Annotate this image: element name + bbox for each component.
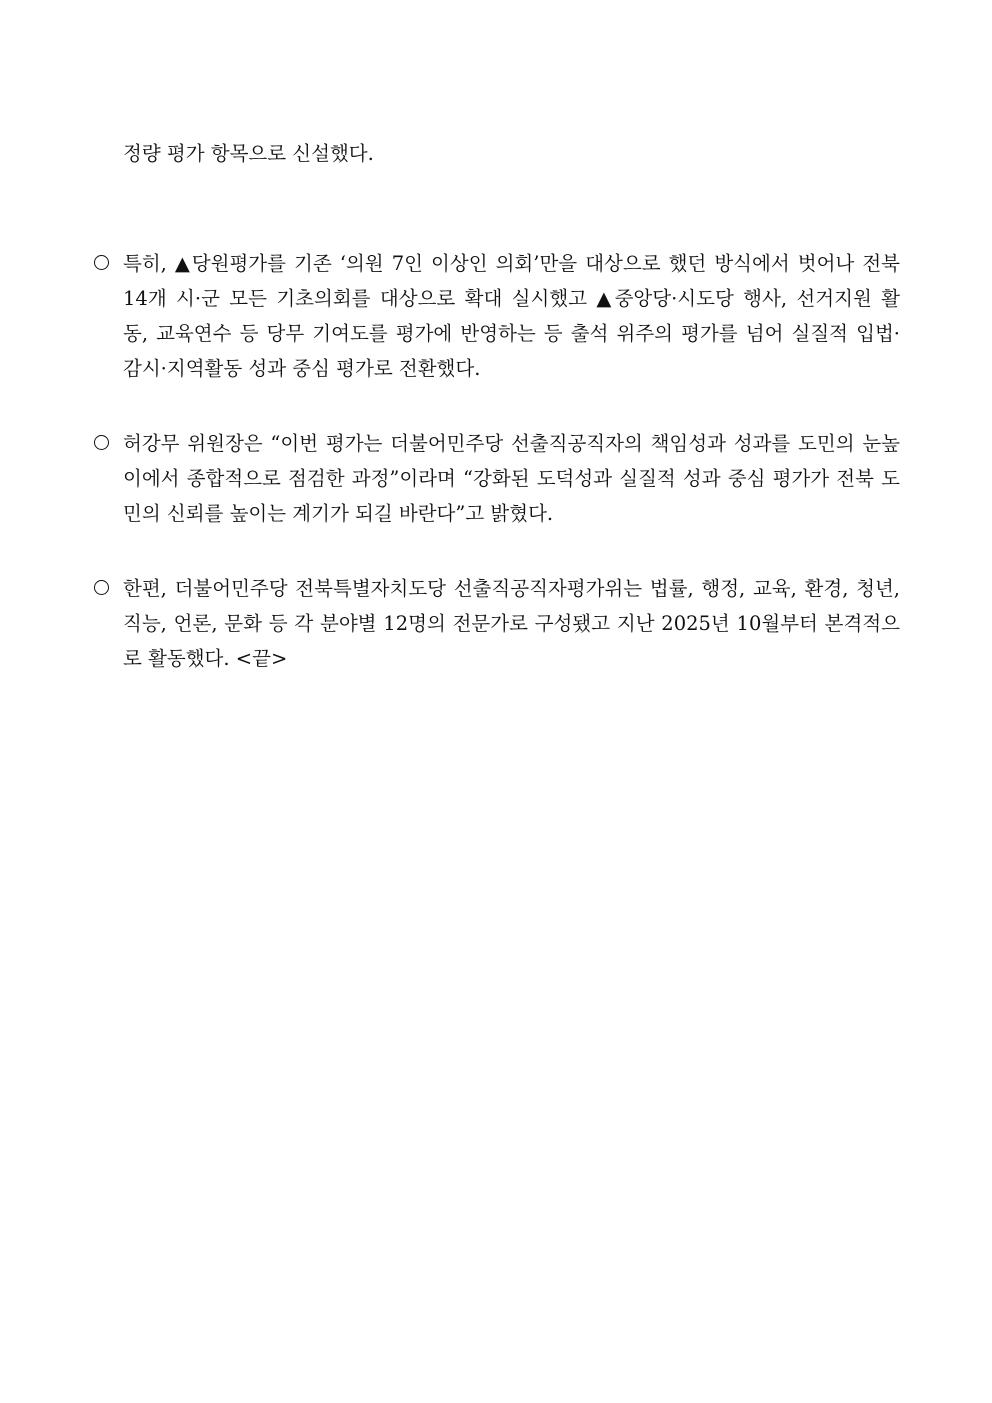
paragraph-1 — [92, 246, 900, 386]
paragraph-line: 허강무 위원장은 “이번 평가는 더불어민주당 선출직공직자의 책임성과 성과를 도민의 눈높 — [123, 432, 900, 455]
circle-bullet-icon — [92, 571, 123, 606]
paragraph-line: 14개 시·군 모든 기초의회를 대상으로 확대 실시했고 ▲중앙당·시도당 행사, 선거지원 활 — [123, 287, 900, 310]
paragraph-3 — [92, 571, 900, 676]
paragraph-line: 로 활동했다. <끝> — [123, 647, 288, 670]
paragraph-line: 이에서 종합적으로 점검한 과정”이라며 “강화된 도덕성과 실질적 성과 중심 평가가 전북 도 — [123, 467, 900, 490]
paragraph-line: 민의 신뢰를 높이는 계기가 되길 바란다”고 밝혔다. — [123, 502, 554, 525]
paragraph-line: 특히, ▲당원평가를 기존 ‘의원 7인 이상인 의회’만을 대상으로 했던 방식에서 벗어나 전북 — [123, 252, 900, 275]
circle-bullet-icon — [92, 426, 123, 461]
circle-bullet-icon — [92, 246, 123, 281]
document-body — [92, 136, 900, 676]
paragraph-line: 직능, 언론, 문화 등 각 분야별 12명의 전문가로 구성됐고 지난 2025년 10월부터 본격적으 — [123, 612, 900, 635]
paragraph-line: 한편, 더불어민주당 전북특별자치도당 선출직공직자평가위는 법률, 행정, 교육, 환경, 청년, — [123, 577, 900, 600]
continuation-line: 정량 평가 항목으로 신설했다. — [123, 142, 374, 165]
paragraph-2 — [92, 426, 900, 531]
paragraph-line: 동, 교육연수 등 당무 기여도를 평가에 반영하는 등 출석 위주의 평가를 넘어 실질적 입법· — [123, 322, 900, 345]
paragraph-line: 감시·지역활동 성과 중심 평가로 전환했다. — [123, 357, 481, 380]
